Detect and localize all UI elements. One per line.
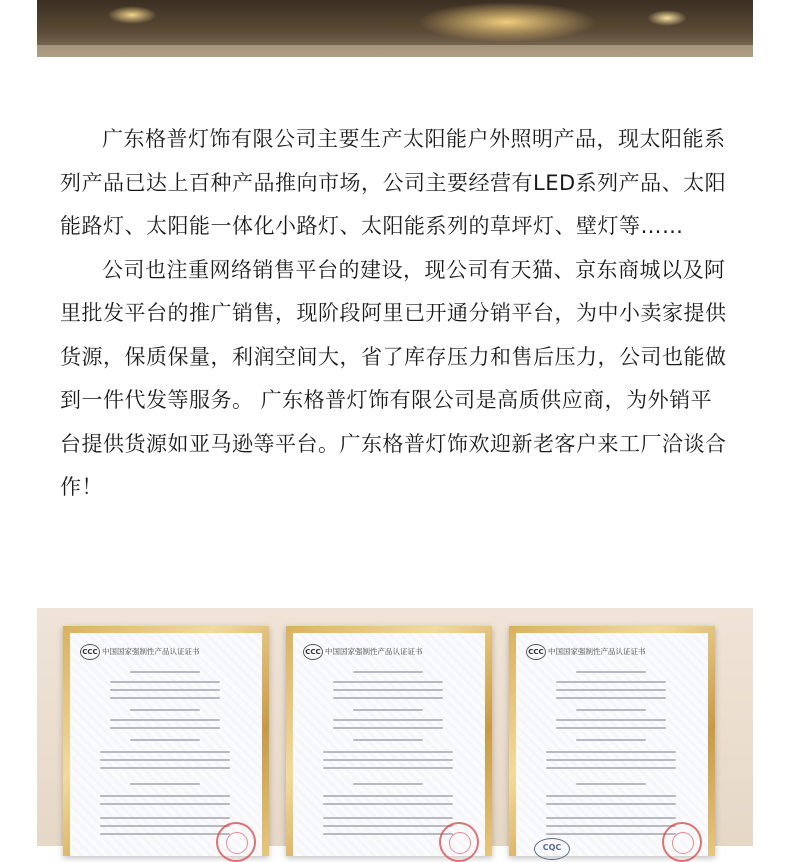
certificate-gallery xyxy=(37,608,753,852)
banner-image xyxy=(37,0,753,57)
certificate-title: 中国国家强制性产品认证证书 xyxy=(102,647,200,656)
red-seal-icon xyxy=(216,822,256,862)
red-seal-icon xyxy=(439,822,479,862)
certificate-title: 中国国家强制性产品认证证书 xyxy=(325,647,423,656)
red-seal-icon xyxy=(662,822,702,862)
certificate-title: 中国国家强制性产品认证证书 xyxy=(548,647,646,656)
cqc-mark-icon: CQC xyxy=(534,838,570,860)
ccc-logo-icon: CCC xyxy=(80,644,100,660)
certificate-card xyxy=(63,626,269,856)
ccc-logo-icon: CCC xyxy=(303,644,323,660)
intro-paragraph-1: 广东格普灯饰有限公司主要生产太阳能户外照明产品，现太阳能系列产品已达上百种产品推向市场，公司主要经营有LED系列产品、太阳能路灯、太阳能一体化小路灯、太阳能系列的草坪灯、壁灯等…… xyxy=(60,127,727,238)
certificate-card xyxy=(286,626,492,856)
intro-paragraph-2: 公司也注重网络销售平台的建设，现公司有天猫、京东商城以及阿里批发平台的推广销售，现阶段阿里已开通分销平台，为中小卖家提供货源，保质保量，利润空间大，省了库存压力和售后压力，公司也能做到一件代发等服务。 广东格普灯饰有限公司是高质供应商，为外销平台提供货源如亚马逊等平台。广东格普灯饰欢迎新老客户来工厂洽谈合作！ xyxy=(60,257,727,499)
certificate-card xyxy=(509,626,715,856)
ccc-logo-icon: CCC xyxy=(526,644,546,660)
company-introduction xyxy=(60,118,730,510)
